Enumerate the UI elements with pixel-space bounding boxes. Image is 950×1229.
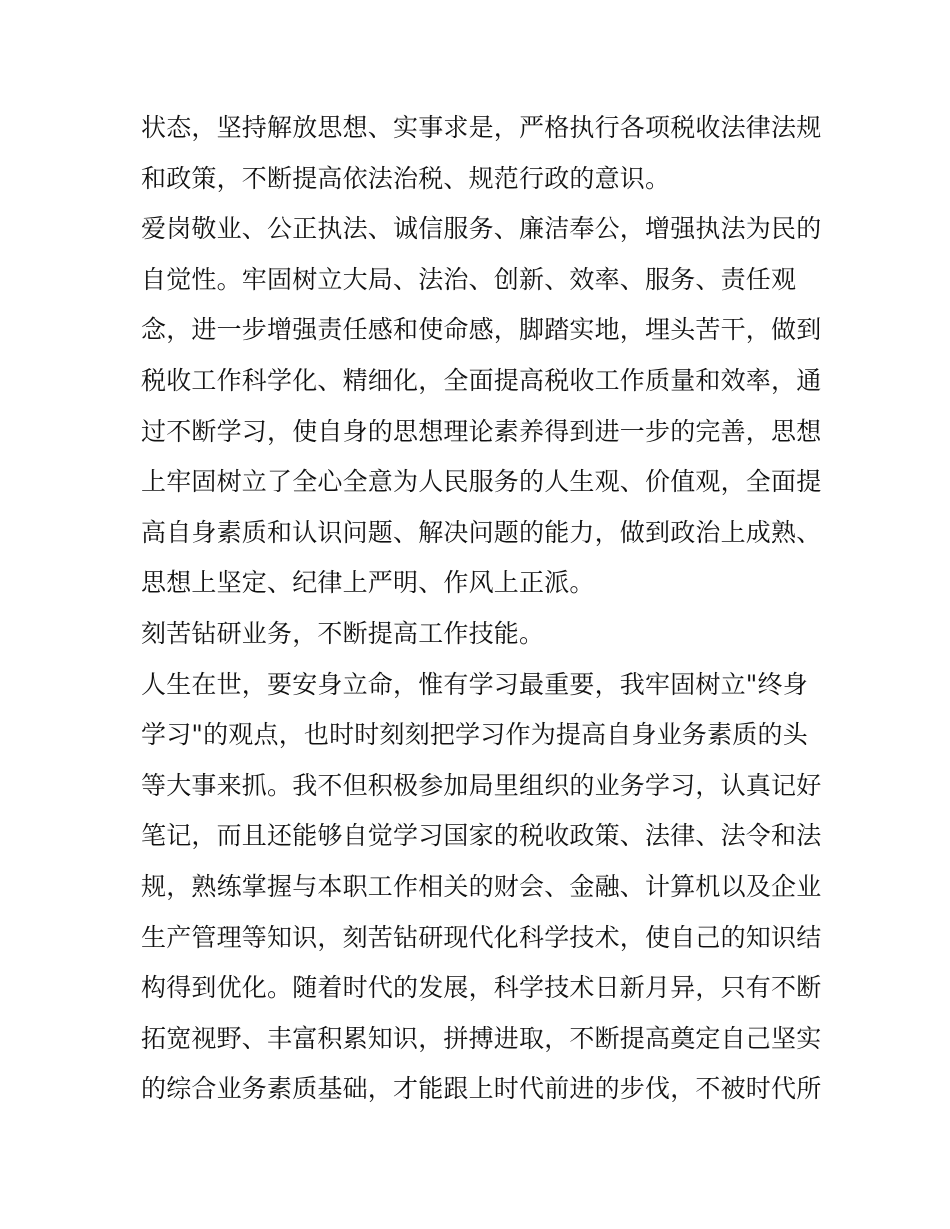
text-line: 规，熟练掌握与本职工作相关的财会、金融、计算机以及企业 [141,871,822,901]
text-line: 和政策，不断提高依法治税、规范行政的意识。 [141,163,671,193]
text-line: 人生在世，要安身立命，惟有学习最重要，我牢固树立"终身 [141,669,808,699]
text-line: 等大事来抓。我不但积极参加局里组织的业务学习，认真记好 [141,770,822,800]
text-line: 税收工作科学化、精细化，全面提高税收工作质量和效率，通 [141,365,822,395]
body-text [141,103,821,1115]
text-line: 自觉性。牢固树立大局、法治、创新、效率、服务、责任观 [141,264,797,294]
text-line: 思想上坚定、纪律上严明、作风上正派。 [141,568,595,598]
text-line: 高自身素质和认识问题、解决问题的能力，做到政治上成熟、 [141,517,822,547]
text-line: 的综合业务素质基础，才能跟上时代前进的步伐，不被时代所 [141,1074,822,1104]
text-line: 构得到优化。随着时代的发展，科学技术日新月异，只有不断 [141,973,822,1003]
text-line: 刻苦钻研业务，不断提高工作技能。 [141,618,545,648]
text-line: 学习"的观点，也时时刻刻把学习作为提高自身业务素质的头 [141,720,808,750]
text-line: 上牢固树立了全心全意为人民服务的人生观、价值观，全面提 [141,467,822,497]
text-line: 爱岗敬业、公正执法、诚信服务、廉洁奉公，增强执法为民的 [141,214,822,244]
text-line: 生产管理等知识，刻苦钻研现代化科学技术，使自己的知识结 [141,922,822,952]
text-line: 念，进一步增强责任感和使命感，脚踏实地，埋头苦干，做到 [141,315,822,345]
text-line: 过不断学习，使自身的思想理论素养得到进一步的完善，思想 [141,416,822,446]
text-line: 笔记，而且还能够自觉学习国家的税收政策、法律、法令和法 [141,821,822,851]
text-line: 拓宽视野、丰富积累知识，拼搏进取，不断提高奠定自己坚实 [141,1023,822,1053]
text-line: 状态，坚持解放思想、实事求是，严格执行各项税收法律法规 [141,113,822,142]
